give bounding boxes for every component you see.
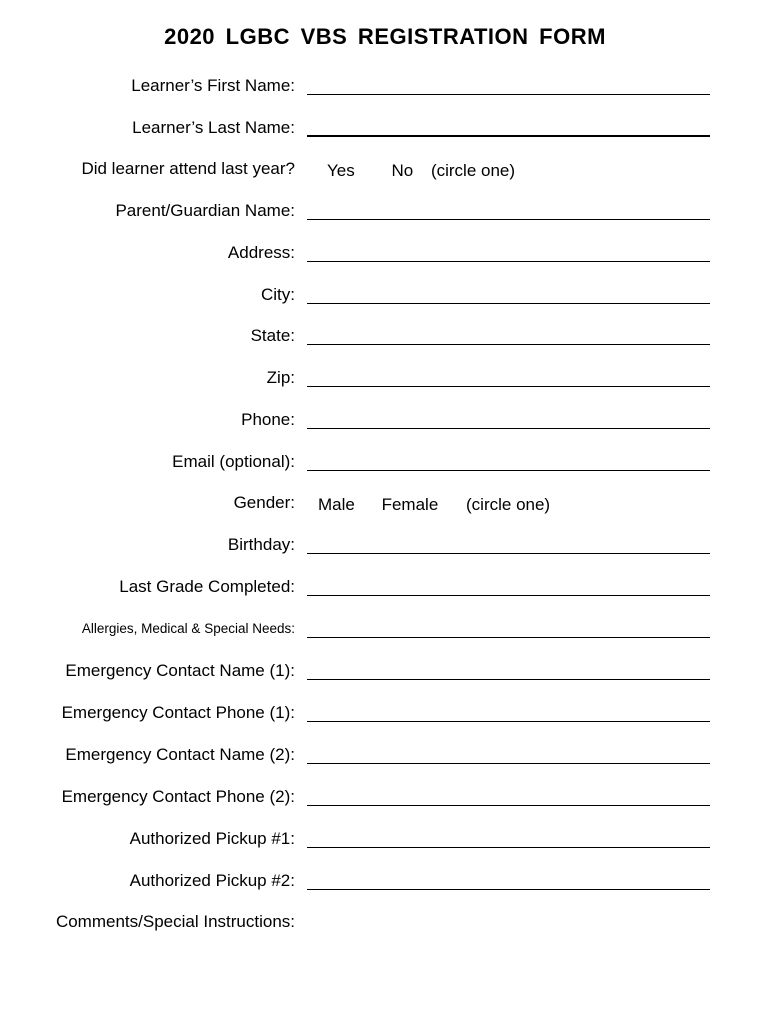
zip-label: Zip: [266,368,295,387]
birthday-line[interactable] [307,553,710,554]
allergies-line[interactable] [307,637,710,638]
pickup-1-label: Authorized Pickup #1: [129,829,295,848]
attended-label: Did learner attend last year? [81,159,295,178]
form-title: 2020 LGBC VBS REGISTRATION FORM [164,24,606,49]
emergency-name-1-line[interactable] [307,679,710,680]
attended-choices [307,160,515,182]
first-name-row [0,75,770,99]
emergency-phone-2-row [0,786,770,810]
emergency-name-1-row [0,660,770,684]
address-label: Address: [227,243,295,262]
pickup-1-line[interactable] [307,847,710,848]
pickup-2-line[interactable] [307,889,710,890]
state-label: State: [250,326,295,345]
state-line[interactable] [307,344,710,345]
emergency-name-1-label: Emergency Contact Name (1): [65,661,295,680]
attended-row [0,158,770,182]
pickup-2-label: Authorized Pickup #2: [129,871,295,890]
gender-row [0,492,770,516]
attended-no-option[interactable]: No [391,161,414,180]
gender-hint: (circle one) [466,495,551,514]
attended-yes-option[interactable]: Yes [327,161,355,180]
emergency-name-2-line[interactable] [307,763,710,764]
gender-choices [307,494,550,516]
pickup-1-row [0,828,770,852]
emergency-phone-1-label: Emergency Contact Phone (1): [61,703,295,722]
city-label: City: [261,285,295,304]
gender-female-option[interactable]: Female [381,495,439,514]
emergency-phone-2-label: Emergency Contact Phone (2): [61,787,295,806]
email-line[interactable] [307,470,710,471]
city-line[interactable] [307,303,710,304]
first-name-label: Learner’s First Name: [131,76,295,95]
last-name-label: Learner’s Last Name: [132,118,295,137]
parent-guardian-row [0,200,770,224]
parent-guardian-label: Parent/Guardian Name: [115,201,295,220]
emergency-name-2-row [0,744,770,768]
address-row [0,242,770,266]
phone-label: Phone: [241,410,295,429]
zip-row [0,367,770,391]
emergency-phone-2-line[interactable] [307,805,710,806]
phone-line[interactable] [307,428,710,429]
last-name-row [0,117,770,141]
birthday-label: Birthday: [227,535,295,554]
last-name-line[interactable] [307,135,710,137]
parent-guardian-line[interactable] [307,219,710,220]
last-grade-line[interactable] [307,595,710,596]
emergency-phone-1-row [0,702,770,726]
gender-label: Gender: [233,493,295,512]
allergies-label: Allergies, Medical & Special Needs: [81,621,295,636]
state-row [0,325,770,349]
email-row [0,451,770,475]
birthday-row [0,534,770,558]
allergies-row [0,618,770,642]
last-grade-label: Last Grade Completed: [119,577,295,596]
first-name-line[interactable] [307,94,710,95]
phone-row [0,409,770,433]
comments-row [0,911,770,935]
emergency-phone-1-line[interactable] [307,721,710,722]
pickup-2-row [0,870,770,894]
address-line[interactable] [307,261,710,262]
gender-male-option[interactable]: Male [318,495,355,514]
attended-hint: (circle one) [430,161,516,180]
email-label: Email (optional): [172,452,295,471]
comments-label: Comments/Special Instructions: [55,912,295,931]
city-row [0,284,770,308]
emergency-name-2-label: Emergency Contact Name (2): [65,745,295,764]
zip-line[interactable] [307,386,710,387]
last-grade-row [0,576,770,600]
